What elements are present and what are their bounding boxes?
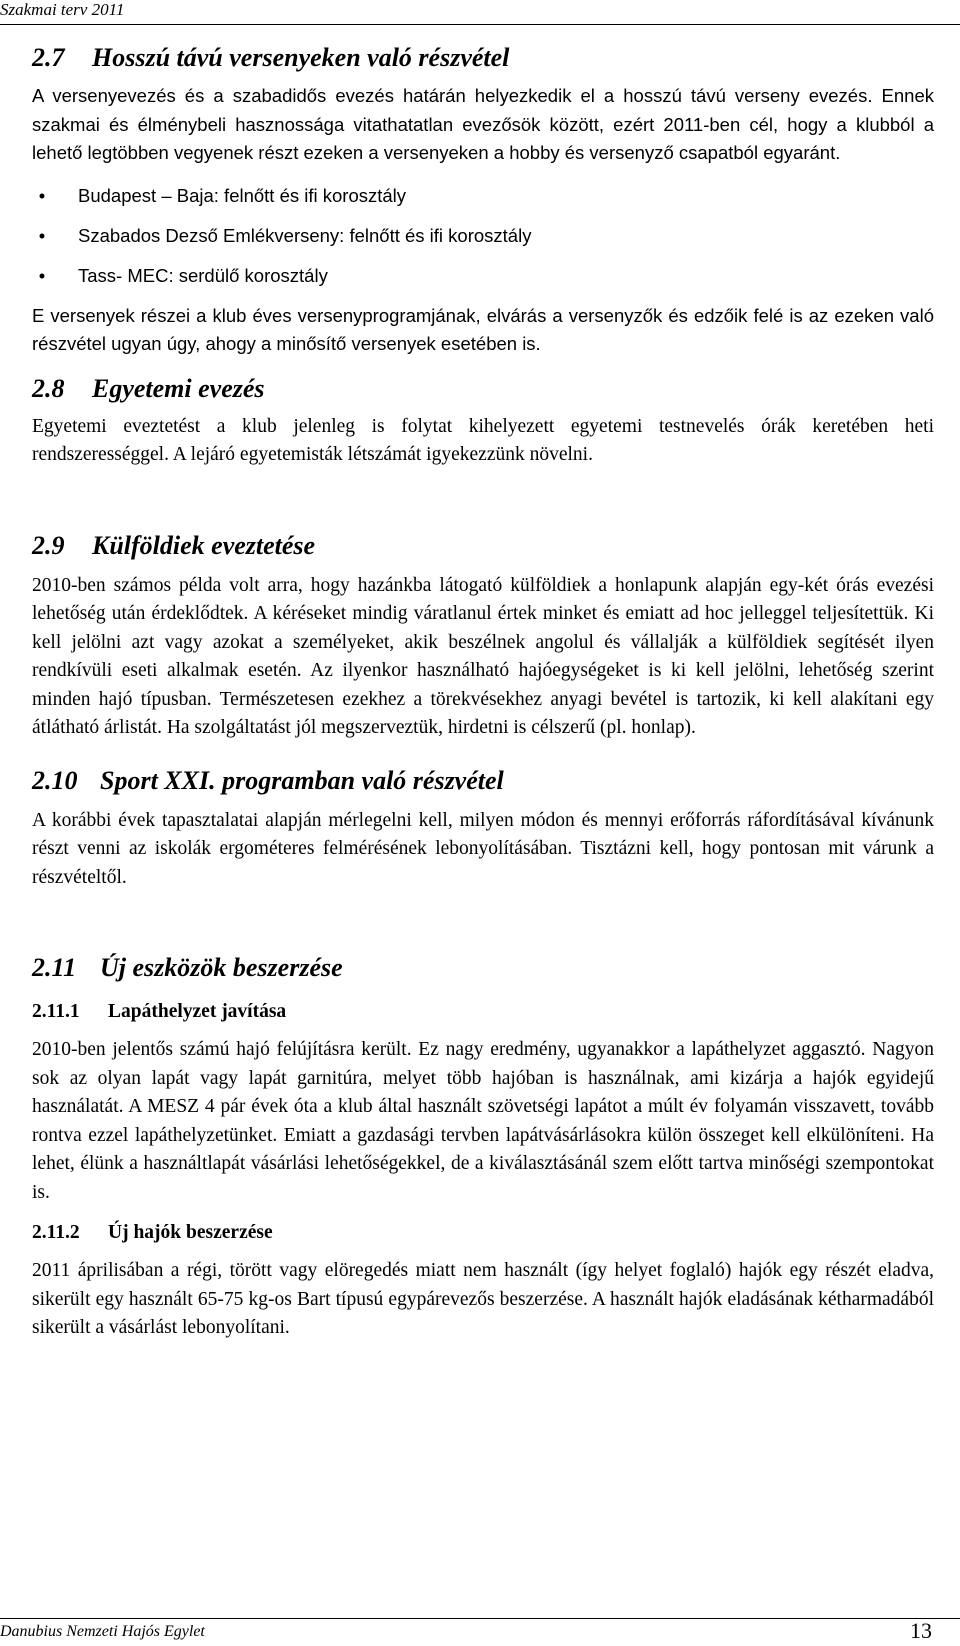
subsection-2-11-1-paragraph: 2010-ben jelentős számú hajó felújításra került. Ez nagy eredmény, ugyanakkor a lapáthelyzet aggasztó. Nagyon sok az olyan lapát vagy lapát garnitúra, melyet több hajóban is használnak, ami kizárja a hajók egyidejű használatát. A MESZ 4 pár évek óta a klub által használt szövetségi lapátot a múlt év folyamán visszavett, tovább rontva ezzel lapáthelyzetünket. Emiatt a gazdasági tervben lapátvásárlásokra külön összeget kell elkülöníteni. Ha lehet, élünk a használtlapát vásárlási lehetőségekkel, de a kiválasztásánál szem előtt tartva minőségi szempontokat is. <box>32 1039 934 1203</box>
section-number: 2.10 <box>32 765 78 795</box>
section-heading-2-8 <box>32 371 934 407</box>
page-content <box>32 40 934 1343</box>
list-item-text: Szabados Dezső Emlékverseny: felnőtt és ifi korosztály <box>78 224 532 246</box>
section-heading-2-10 <box>32 763 934 799</box>
subsection-heading-2-11-1 <box>32 998 934 1026</box>
list-item <box>32 176 934 216</box>
section-number: 2.11 <box>32 953 77 982</box>
section-number: 2.9 <box>32 530 65 560</box>
bullet-icon: • <box>38 184 46 206</box>
header-rule <box>0 24 960 25</box>
section-heading-2-11 <box>32 950 934 986</box>
footer-organization: Danubius Nemzeti Hajós Egylet <box>0 1623 205 1640</box>
running-header: Szakmai terv 2011 <box>0 0 125 19</box>
subsection-heading-2-11-2 <box>32 1219 934 1247</box>
subsection-2-11-2-paragraph: 2011 áprilisában a régi, törött vagy elöregedés miatt nem használt (így helyet foglaló) hajók egy részét eladva, sikerült egy használt 65-75 kg-os Bart típusú egypárevezős beszerzése. A használt hajók eladásának kétharmadából sikerült a vásárlást lebonyolítani. <box>32 1260 934 1338</box>
list-item-text: Tass- MEC: serdülő korosztály <box>78 264 328 286</box>
subsection-number: 2.11.1 <box>32 1001 80 1022</box>
bullet-icon: • <box>38 264 46 286</box>
section-2-7-paragraph: A versenyevezés és a szabadidős evezés határán helyezkedik el a hosszú távú verseny evezés. Ennek szakmai és élménybeli hasznossága vitathatatlan evezősök között, ezért 2011-ben cél, hogy a klubból a lehető legtöbben vegyenek részt ezeken a versenyeken a hobby és versenyző csapatból egyaránt. <box>32 85 934 163</box>
list-item <box>32 256 934 296</box>
list-item-text: Budapest – Baja: felnőtt és ifi korosztály <box>78 184 407 206</box>
section-heading-2-7 <box>32 40 934 76</box>
section-2-7-paragraph-2: E versenyek részei a klub éves versenyprogramjának, elvárás a versenyzők és edzőik felé is az ezeken való részvétel ugyan úgy, ahogy a minősítő versenyek esetében is. <box>32 304 934 354</box>
section-title: Külföldiek eveztetése <box>92 530 316 560</box>
section-title: Hosszú távú versenyeken való részvétel <box>92 43 510 72</box>
section-title: Egyetemi evezés <box>92 373 265 403</box>
bullet-icon: • <box>38 224 46 246</box>
page-number: 13 <box>910 1618 932 1643</box>
section-title: Új eszközök beszerzése <box>100 953 343 982</box>
competition-list <box>32 176 934 296</box>
section-2-8-paragraph: Egyetemi eveztetést a klub jelenleg is folytat kihelyezett egyetemi testnevelés órák keretében heti rendszerességgel. A lejáró egyetemisták létszámát igyekezzünk növelni. <box>32 415 934 465</box>
subsection-number: 2.11.2 <box>32 1222 80 1243</box>
section-number: 2.7 <box>32 43 65 72</box>
list-item <box>32 216 934 256</box>
section-heading-2-9 <box>32 528 934 564</box>
section-2-10-paragraph: A korábbi évek tapasztalatai alapján mérlegelni kell, milyen módon és mennyi erőforrás ráfordításával kívánunk részt venni az iskolák ergométeres felmérésének lebonyolításában. Tisztázni kell, hogy pontosan mit várunk a részvételtől. <box>32 809 934 888</box>
footer-rule <box>0 1618 960 1619</box>
section-title: Sport XXI. programban való részvétel <box>100 765 504 795</box>
subsection-title: Új hajók beszerzése <box>108 1222 273 1243</box>
section-2-9-paragraph: 2010-ben számos példa volt arra, hogy hazánkba látogató külföldiek a honlapunk alapján egy-két órás evezési lehetőség után érdeklődtek. A kéréseket mindig váratlanul értek minket és emiatt ad hoc jelleggel teljesítettük. Ki kell jelölni azt vagy azokat a személyeket, akik beszélnek angolul és vállalják a külföldiek segítését ilyen rendkívüli eseti alkalmak esetén. Az ilyenkor használható hajóegységeket is ki kell jelölni, lehetőség szerint minden hajó típusban. Természetesen ezekhez a törekvésekhez anyagi bevétel is tartozik, ki kell alakítani egy átlátható árlistát. Ha szolgáltatást jól megszerveztük, hirdetni is célszerű (pl. honlap). <box>32 574 934 738</box>
section-number: 2.8 <box>32 373 65 403</box>
subsection-title: Lapáthelyzet javítása <box>108 1001 287 1022</box>
